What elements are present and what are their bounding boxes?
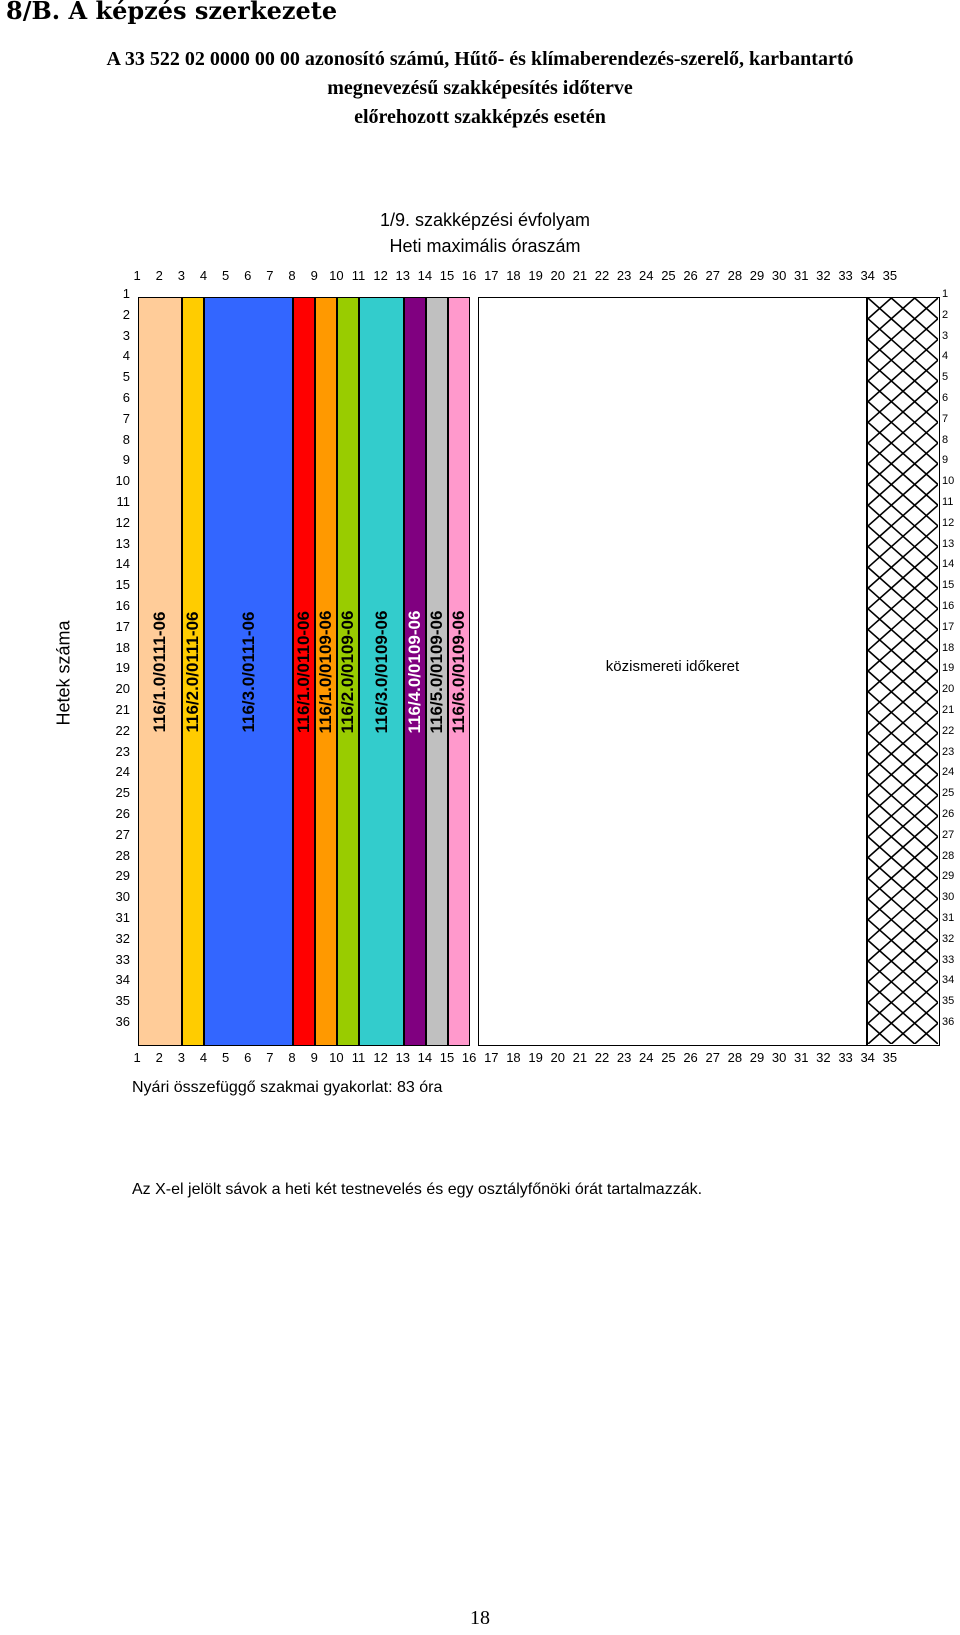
hour-number: 26 [683,1050,698,1065]
week-number: 14 [115,556,130,572]
week-number: 35 [115,993,130,1009]
hour-number: 8 [288,268,296,283]
subject-bar [204,297,293,1046]
hour-number: 21 [572,1050,588,1065]
week-number: 21 [942,704,955,716]
week-number: 35 [942,995,955,1008]
hour-number: 6 [244,1050,252,1065]
week-number: 32 [115,930,130,946]
week-number: 33 [942,953,955,966]
week-number: 25 [942,787,955,800]
week-number: 36 [115,1014,130,1029]
subject-bar [426,297,448,1046]
hour-number: 3 [177,268,185,283]
week-number: 20 [942,683,955,696]
subject-bar-label: 116/2.0/0109-06 [338,610,358,733]
week-number: 1 [942,288,949,300]
hour-number: 7 [266,1050,274,1065]
week-number: 2 [122,306,130,322]
hour-number: 6 [244,268,252,283]
week-number: 30 [942,891,955,904]
title-line-2: megnevezésű szakképesítés időterve [327,77,633,99]
hour-number: 10 [329,268,344,283]
hour-number: 31 [794,1050,809,1065]
chart-caption-grade: 1/9. szakképzési évfolyam [379,210,591,230]
hour-number: 17 [484,268,499,283]
hour-number: 27 [705,1050,720,1065]
y-axis-title: Hetek száma [53,620,74,726]
footnote: Az X-el jelölt sávok a heti két testnevelés és egy osztályfőnöki órát tartalmazzák. [132,1181,703,1198]
hour-number: 24 [639,268,654,283]
hour-number: 22 [594,1050,610,1065]
week-number: 16 [942,600,955,612]
week-number: 12 [115,514,130,530]
subject-bar [404,297,426,1046]
week-number: 5 [122,369,130,385]
title-line-1: A 33 522 02 0000 00 00 azonosító számú, Hűtő- és klímaberendezés-szerelő, karbantartó [106,48,854,70]
hour-number: 14 [417,1050,433,1065]
hour-number: 20 [550,1050,565,1065]
subject-bar [337,297,359,1046]
hour-number: 16 [461,268,477,283]
week-number: 27 [115,826,130,842]
week-number: 14 [942,558,955,571]
subject-bar [448,297,470,1046]
week-number: 9 [122,452,130,468]
week-number: 21 [115,702,130,717]
hour-number: 23 [616,268,632,283]
subject-bar [293,297,315,1046]
hour-number: 30 [771,268,787,283]
week-number: 34 [115,972,130,988]
hour-number: 29 [749,1050,765,1065]
hour-number: 14 [417,268,433,283]
week-number: 7 [942,412,949,425]
week-number: 15 [115,577,130,593]
hour-number: 24 [639,1050,654,1065]
hour-number: 10 [329,1050,344,1065]
week-number: 4 [122,348,130,364]
hour-number: 22 [594,268,610,283]
subject-bar-label: 116/3.0/0111-06 [238,610,258,733]
hour-number: 1 [133,268,141,283]
week-number: 2 [942,308,949,321]
hour-number: 34 [860,1050,875,1065]
hour-number: 2 [155,1050,163,1065]
week-number: 36 [942,1016,955,1028]
hour-number: 23 [616,1050,632,1065]
subject-bar-label: 116/1.0/0110-06 [294,610,314,733]
hour-number: 33 [838,268,853,283]
week-number: 29 [942,870,955,883]
hour-number: 11 [351,1050,366,1065]
hour-number: 7 [266,268,274,283]
hour-number: 13 [395,1050,410,1065]
week-number: 18 [115,639,130,655]
hour-number: 8 [288,1050,296,1065]
week-number: 23 [115,743,130,759]
x-marked-block [867,297,940,1046]
hour-number: 20 [550,268,565,283]
x-pattern-graphic [868,298,938,1044]
week-number: 23 [942,745,955,758]
hour-number: 31 [794,268,809,283]
subject-bar-label: 116/5.0/0109-06 [426,610,446,733]
subject-bar [138,297,182,1046]
hour-number: 21 [572,268,588,283]
chart-caption-hours: Heti maximális óraszám [389,236,581,256]
week-number: 25 [115,785,130,801]
hour-number: 32 [816,268,831,283]
hour-number: 18 [506,268,521,283]
week-number: 15 [942,579,955,592]
hour-number: 11 [351,268,366,283]
hour-number: 1 [133,1050,141,1065]
hour-number: 26 [683,268,698,283]
week-number: 20 [115,681,130,697]
page-number: 18 [470,1607,490,1629]
section-heading: 8/B. A képzés szerkezete [6,0,338,25]
week-number: 28 [942,849,955,862]
week-number: 4 [942,350,949,363]
week-number: 24 [115,764,130,780]
week-number: 3 [942,329,949,342]
hour-number: 5 [222,1050,230,1065]
subject-bar-label: 116/4.0/0109-06 [404,610,424,733]
hour-number: 30 [771,1050,787,1065]
hour-number: 16 [461,1050,477,1065]
hour-number: 25 [661,268,676,283]
week-number: 26 [942,808,955,820]
subject-bar-label: 116/6.0/0109-06 [449,610,469,733]
week-number: 8 [122,431,130,447]
hour-number: 18 [506,1050,521,1065]
hour-number: 19 [528,268,543,283]
week-number: 10 [942,475,955,488]
hour-number: 4 [199,268,208,283]
week-number: 12 [942,516,955,529]
week-number: 28 [115,847,130,863]
week-number: 30 [115,889,130,905]
title-line-3: előrehozott szakképzés esetén [354,106,606,128]
hour-number: 15 [439,268,455,283]
subject-bar [359,297,403,1046]
week-number: 22 [115,722,130,738]
hour-number: 29 [749,268,765,283]
hour-number: 35 [882,1050,898,1065]
hour-number: 12 [373,1050,388,1065]
hour-number: 17 [484,1050,499,1065]
week-number: 13 [942,537,955,550]
hour-number: 5 [222,268,230,283]
hour-number: 9 [310,1050,318,1065]
hour-number: 34 [860,268,875,283]
week-number: 13 [115,535,130,551]
week-number: 6 [942,392,949,404]
subject-bar-label: 116/1.0/0109-06 [316,610,336,733]
hour-number: 25 [661,1050,676,1065]
week-number: 3 [122,327,130,343]
week-number: 6 [122,390,130,405]
week-number: 34 [942,974,955,987]
hour-number: 15 [439,1050,455,1065]
hour-number: 9 [310,268,318,283]
week-number: 33 [115,951,130,967]
week-number: 5 [942,371,949,384]
week-number: 11 [116,494,130,509]
week-number: 31 [115,910,130,925]
subject-bar [182,297,204,1046]
week-number: 7 [122,410,130,426]
week-number: 19 [115,660,130,676]
summer-practice-note: Nyári összefüggő szakmai gyakorlat: 83 óra [132,1079,443,1096]
week-number: 32 [942,932,955,945]
hour-number: 33 [838,1050,853,1065]
hour-number: 4 [199,1050,208,1065]
hour-number: 3 [177,1050,185,1065]
general-education-block [478,297,867,1046]
week-number: 1 [122,286,130,301]
week-number: 17 [942,620,955,633]
week-number: 17 [115,618,130,634]
week-number: 11 [942,496,954,508]
week-number: 10 [115,473,130,489]
hour-number: 27 [705,268,720,283]
hour-number: 12 [373,268,388,283]
general-education-label: közismereti időkeret [605,658,740,675]
week-number: 27 [942,828,955,841]
hour-number: 19 [528,1050,543,1065]
hour-number: 32 [816,1050,831,1065]
hour-number: 2 [155,268,163,283]
hour-number: 13 [395,268,410,283]
week-number: 26 [115,806,130,821]
subject-bar-label: 116/2.0/0111-06 [183,610,203,733]
week-number: 18 [942,641,955,654]
week-number: 16 [115,598,130,613]
subject-bar [315,297,337,1046]
hour-number: 35 [882,268,898,283]
week-number: 8 [942,433,949,446]
hour-number: 28 [727,268,743,283]
week-number: 22 [942,724,955,737]
week-number: 9 [942,454,949,467]
week-number: 19 [942,662,955,675]
subject-bar-label: 116/3.0/0109-06 [371,610,391,733]
week-number: 31 [942,912,955,924]
week-number: 24 [942,766,955,779]
hour-number: 28 [727,1050,743,1065]
subject-bar-label: 116/1.0/0111-06 [150,610,170,733]
week-number: 29 [115,868,130,884]
